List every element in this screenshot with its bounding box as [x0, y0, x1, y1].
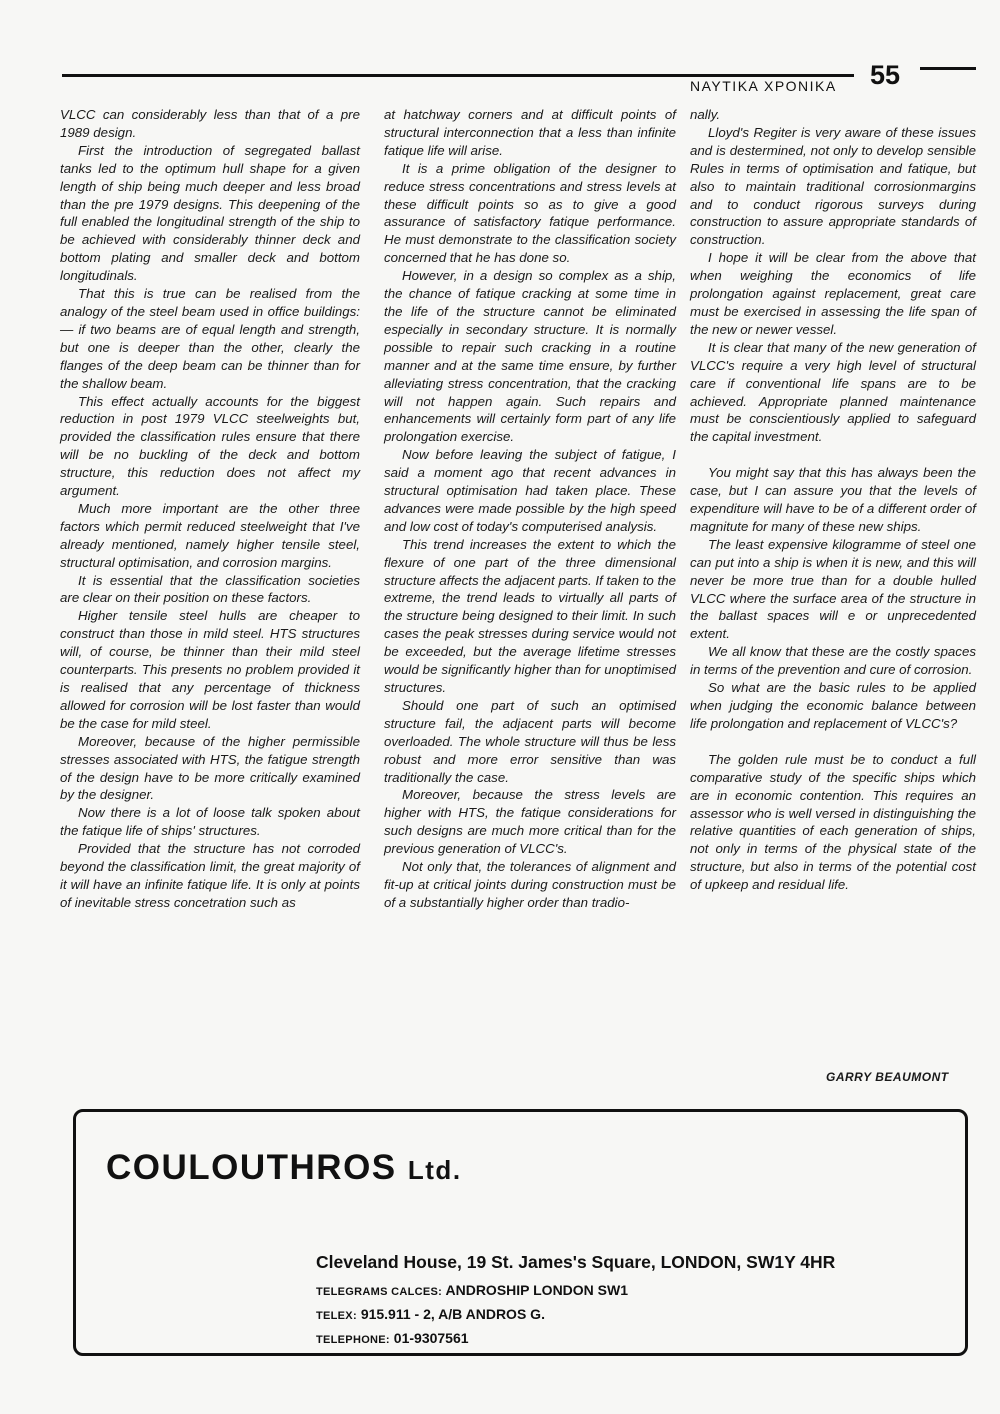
article-column-1 [60, 106, 360, 912]
paragraph: Not only that, the tolerances of alignment and fit-up at critical joints during construction must be of a substantially higher order than tradio- [384, 859, 676, 910]
paragraph: It is a prime obligation of the designer to reduce stress concentrations and stress levels at these difficult points so as to give a good assurance of satisfactory fatique performance. He must demonstrate to the classification society concerned that he has done so. [384, 160, 676, 266]
paragraph: at hatchway corners and at difficult points of structural interconnection that a less than infinite fatique life will arise. [384, 107, 676, 158]
section-gap [690, 733, 976, 751]
paragraph: First the introduction of segregated ballast tanks led to the optimum hull shape for a given length of ship being much deeper and less broad than the pre 1979 designs. This deepening of the full enabled the longitudinal strength of the ship to be achieved with considerably thinner deck and bottom plating and smaller deck and bottom longitudinals. [60, 142, 360, 284]
paragraph: It is clear that many of the new generation of VLCC's require a very high level of structural care if conventional life spans are to be achieved. Appropriate planned maintenance must be conscientiously applied to safeguard the capital investment. [690, 339, 976, 445]
paragraph: I hope it will be clear from the above that when weighing the economics of life prolongation against replacement, great care must be exercised in assessing the life span of the new or newer vessel. [690, 250, 976, 337]
paragraph: However, in a design so complex as a ship, the chance of fatique cracking at some time in the life of the structure cannot be eliminated especially in secondary structure. It is normally possible to repair such cracking in a routine manner and at the same time ensure, by further alleviating stress concentration, that the cracking will not happen again. Such repairs and enhancements will certainly form part of any life prolongation exercise. [384, 268, 676, 445]
page-number: 55 [870, 60, 901, 90]
ad-company: COULOUTHROS [106, 1148, 397, 1187]
ad-telegrams [316, 1282, 628, 1298]
paragraph: This trend increases the extent to which the flexure of one part of the three dimensional structure affects the adjacent parts. If taken to the extreme, the trend leads to virtually all parts of the structure being designed to their limit. In such cases the peak stresses during service would not be exceeded, but the average lifetime stresses would be significantly higher than for unoptimised structures. [384, 536, 676, 695]
ad-telex-label: TELEX: [316, 1310, 357, 1322]
author-signature: GARRY BEAUMONT [826, 1070, 949, 1084]
paragraph: Moreover, because the stress levels are higher with HTS, the fatique considerations for such designs are much more critical than for the previous generation of VLCC's. [384, 787, 676, 857]
ad-telex-value: 915.911 - 2, A/B ANDROS G. [360, 1306, 545, 1322]
paragraph: nally. [690, 107, 721, 122]
article-column-2 [384, 106, 676, 912]
paragraph: Provided that the structure has not corroded beyond the classification limit, the great majority of it will have an infinite fatique life. It is only at points of inevitable stress concetration such as [60, 841, 360, 910]
ad-telegrams-label: TELEGRAMS CALCES: [316, 1286, 443, 1298]
paragraph: That this is true can be realised from the analogy of the steel beam used in office buildings: — if two beams are of equal length and strength, but one is deeper than the other, clearly the flanges of the deep beam can be thinner than for the shallow beam. [60, 286, 360, 391]
article-column-3 [690, 106, 976, 894]
paragraph: VLCC can considerably less than that of a pre 1989 design. [60, 107, 360, 140]
journal-title: ΝΑΥΤΙΚΑ ΧΡΟΝΙΚΑ [690, 78, 837, 94]
section-gap [690, 446, 976, 464]
paragraph: Higher tensile steel hulls are cheaper to construct than those in mild steel. HTS structures will, of course, be thinner than their mild steel counterparts. This presents no problem provided it is realised that any percentage of thickness allowed for corrosion will be lost faster than would be the case for mild steel. [60, 608, 360, 731]
paragraph: Much more important are the other three factors which permit reduced steelweight that I've already mentioned, namely higher tensile steel, structural optimisation, and corrosion margins. [60, 500, 360, 570]
paragraph: So what are the basic rules to be applied when judging the economic balance between life prolongation and replacement of VLCC's? [690, 680, 976, 731]
ad-address: Cleveland House, 19 St. James's Square, LONDON, SW1Y 4HR [316, 1252, 836, 1272]
paragraph: You might say that this has always been the case, but I can assure you that the levels of expenditure will have to be of a different order of magnitute for many of these new ships. [690, 465, 976, 534]
ad-telephone-value: 01-9307561 [393, 1330, 469, 1346]
ad-telex [316, 1306, 545, 1322]
ad-company-name [106, 1148, 462, 1188]
paragraph: Now there is a lot of loose talk spoken about the fatique life of ships' structures. [60, 805, 360, 839]
paragraph: It is essential that the classification societies are clear on their position on these factors. [60, 572, 360, 606]
advertisement-box [73, 1109, 968, 1356]
paragraph: Moreover, because of the higher permissible stresses associated with HTS, the fatigue strength of the design have to be more critically examined by the designer. [60, 733, 360, 803]
paragraph: Should one part of such an optimised structure fail, the adjacent parts will become overloaded. The whole structure will thus be less robust and more error sensitive than was traditionally the case. [384, 697, 676, 785]
paragraph: Lloyd's Regiter is very aware of these issues and is destermined, not only to develop sensible Rules in terms of optimisation and fatique, but also to maintain traditional corrosionmargins and to conduct rigorous surveys during construction to assure appropriate standards of construction. [690, 124, 976, 248]
paragraph: The golden rule must be to conduct a full comparative study of the specific ships which are in economic contention. This requires an assessor who is well versed in distinguishing the relative quantities of each generation of ships, not only in terms of the physical state of the structure, but also in terms of the potential cost of upkeep and residual life. [690, 751, 976, 893]
ad-telephone [316, 1330, 469, 1346]
paragraph: We all know that these are the costly spaces in terms of the prevention and cure of corrosion. [690, 644, 976, 678]
paragraph: Now before leaving the subject of fatigue, I said a moment ago that recent advances in structural optimisation had taken place. These advances were made possible by the high speed and low cost of today's computerised analysis. [384, 447, 676, 534]
paragraph: The least expensive kilogramme of steel one can put into a ship is when it is new, and this will never be more true than for a double hulled VLCC where the surface area of the structure in the ballast spaces will e or unprecedented extent. [690, 536, 976, 642]
paragraph: This effect actually accounts for the biggest reduction in post 1979 VLCC steelweights but, provided the classification rules ensure that there will be no buckling of the deck and bottom structure, this reduction does not affect my argument. [60, 393, 360, 499]
ad-company-suffix: Ltd. [407, 1155, 462, 1185]
ad-telephone-label: TELEPHONE: [316, 1334, 390, 1346]
ad-telegrams-value: ANDROSHIP LONDON SW1 [445, 1282, 629, 1298]
header-rule-left [62, 74, 854, 77]
header-rule-right [920, 67, 976, 70]
